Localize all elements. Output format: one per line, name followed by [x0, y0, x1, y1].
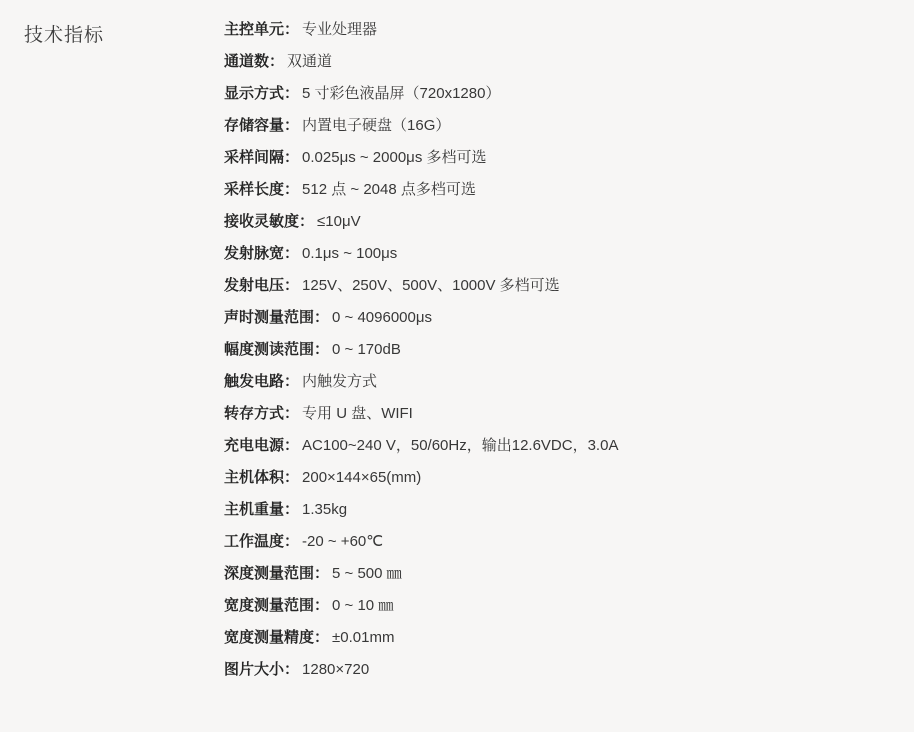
spec-row: [224, 238, 914, 270]
spec-list: [224, 14, 914, 686]
spec-value: 0 ~ 4096000μs: [332, 309, 433, 326]
spec-value: 专用 U 盘、WIFI: [302, 405, 413, 422]
spec-colon: ：: [284, 437, 300, 454]
spec-row: [224, 622, 914, 654]
spec-value: 0.1μs ~ 100μs: [302, 245, 398, 262]
spec-colon: ：: [284, 21, 300, 38]
spec-row: [224, 206, 914, 238]
spec-colon: ：: [314, 565, 330, 582]
spec-colon: ：: [284, 661, 300, 678]
spec-value: -20 ~ +60℃: [302, 533, 384, 550]
spec-value: 0.025μs ~ 2000μs 多档可选: [302, 149, 487, 166]
spec-value: 512 点 ~ 2048 点多档可选: [302, 181, 476, 198]
spec-row: [224, 430, 914, 462]
spec-colon: ：: [269, 53, 285, 70]
spec-value: 0 ~ 10 ㎜: [332, 597, 394, 614]
spec-label: 显示方式: [224, 85, 285, 102]
spec-colon: ：: [284, 405, 300, 422]
spec-label: 充电电源: [224, 437, 285, 454]
spec-colon: ：: [314, 341, 330, 358]
spec-row: [224, 334, 914, 366]
spec-label: 接收灵敏度: [224, 213, 300, 230]
spec-label: 深度测量范围: [224, 565, 315, 582]
spec-label: 发射脉宽: [224, 245, 285, 262]
spec-colon: ：: [314, 309, 330, 326]
spec-row: [224, 366, 914, 398]
spec-label: 触发电路: [224, 373, 285, 390]
spec-label: 转存方式: [224, 405, 285, 422]
spec-colon: ：: [284, 501, 300, 518]
spec-colon: ：: [284, 245, 300, 262]
spec-colon: ：: [314, 629, 330, 646]
spec-row: [224, 654, 914, 686]
spec-value: 125V、250V、500V、1000V 多档可选: [302, 277, 560, 294]
spec-colon: ：: [284, 469, 300, 486]
spec-row: [224, 398, 914, 430]
spec-row: [224, 46, 914, 78]
spec-label: 存储容量: [224, 117, 285, 134]
spec-label: 声时测量范围: [224, 309, 315, 326]
spec-value: 专业处理器: [302, 21, 378, 38]
spec-label: 幅度测读范围: [224, 341, 315, 358]
spec-row: [224, 302, 914, 334]
spec-value: 200×144×65(mm): [302, 469, 422, 486]
spec-value: ±0.01mm: [332, 629, 395, 646]
spec-value: 内触发方式: [302, 373, 378, 390]
spec-value: AC100~240 V，50/60Hz，输出12.6VDC，3.0A: [302, 437, 619, 454]
spec-value: 5 ~ 500 ㎜: [332, 565, 402, 582]
spec-colon: ：: [314, 597, 330, 614]
spec-label: 发射电压: [224, 277, 285, 294]
spec-value: 5 寸彩色液晶屏（720x1280）: [302, 85, 501, 102]
spec-colon: ：: [284, 85, 300, 102]
spec-value: 内置电子硬盘（16G）: [302, 117, 451, 134]
spec-row: [224, 526, 914, 558]
spec-colon: ：: [299, 213, 315, 230]
spec-label: 工作温度: [224, 533, 285, 550]
section-title-column: [0, 14, 224, 686]
spec-row: [224, 142, 914, 174]
spec-label: 图片大小: [224, 661, 285, 678]
spec-colon: ：: [284, 181, 300, 198]
spec-row: [224, 174, 914, 206]
spec-colon: ：: [284, 149, 300, 166]
spec-label: 宽度测量精度: [224, 629, 315, 646]
spec-colon: ：: [284, 533, 300, 550]
spec-label: 采样间隔: [224, 149, 285, 166]
spec-value: 1280×720: [302, 661, 370, 678]
spec-row: [224, 590, 914, 622]
spec-value: ≤10μV: [317, 213, 361, 230]
section-title: 技术指标: [24, 25, 105, 46]
spec-row: [224, 14, 914, 46]
spec-value: 双通道: [287, 53, 333, 70]
spec-value: 0 ~ 170dB: [332, 341, 401, 358]
spec-row: [224, 462, 914, 494]
spec-row: [224, 558, 914, 590]
spec-row: [224, 78, 914, 110]
spec-colon: ：: [284, 373, 300, 390]
spec-label: 通道数: [224, 53, 270, 70]
spec-label: 宽度测量范围: [224, 597, 315, 614]
spec-label: 主机重量: [224, 501, 285, 518]
spec-row: [224, 494, 914, 526]
spec-label: 采样长度: [224, 181, 285, 198]
spec-value: 1.35kg: [302, 501, 348, 518]
spec-label: 主控单元: [224, 21, 285, 38]
spec-colon: ：: [284, 117, 300, 134]
spec-label: 主机体积: [224, 469, 285, 486]
spec-row: [224, 270, 914, 302]
spec-row: [224, 110, 914, 142]
spec-colon: ：: [284, 277, 300, 294]
